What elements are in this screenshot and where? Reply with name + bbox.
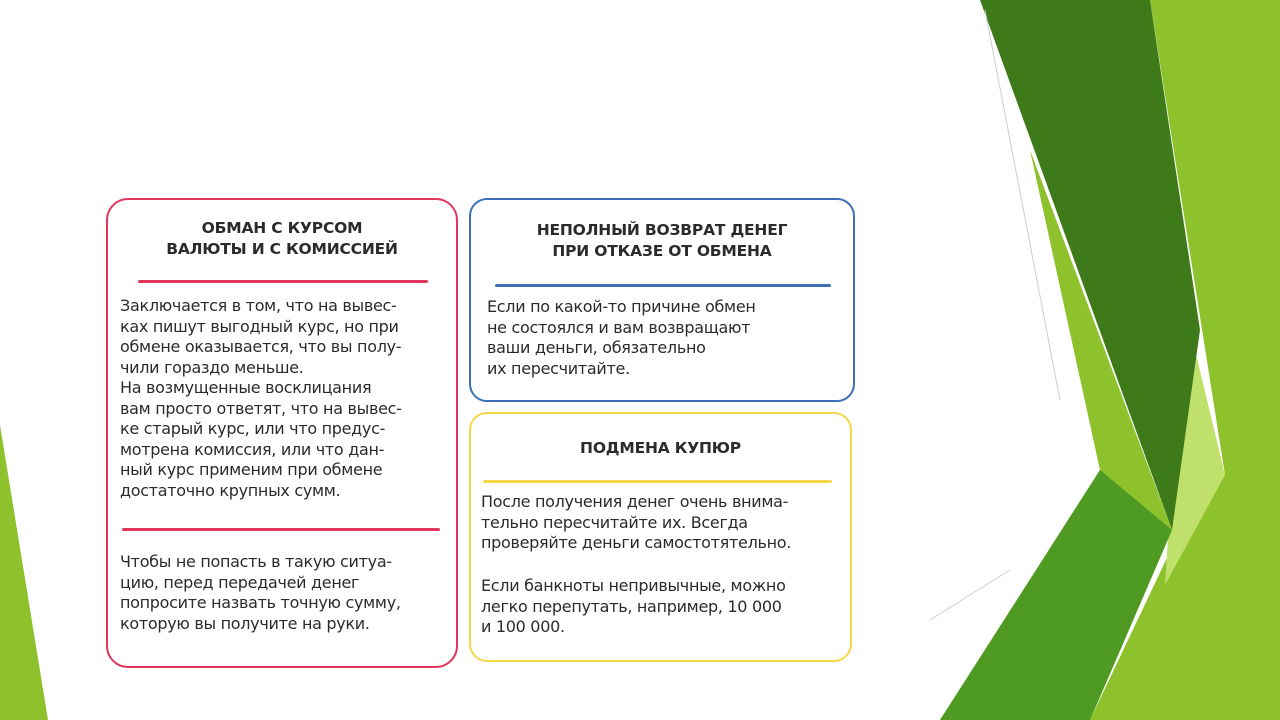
card-refund (469, 198, 855, 402)
card-currency-text-main: Заключается в том, что на вывес- ках пишут выгодный курс, но при обмене оказывается, что вы полу- чили гораздо меньше. На возмущенные восклицания вам просто ответят, что на вывес- ке старый курс, или что предус- мотрена комиссия, или что дан- ный курс применим при обмене достаточно крупных сумм. (120, 296, 402, 500)
card-swap-divider (483, 480, 832, 483)
card-currency-fraud (106, 198, 458, 668)
card-swap-text-main: После получения денег очень внима- тельно пересчитайте их. Всегда проверяйте деньги самостотятельно. (481, 492, 792, 552)
card-refund-divider (495, 284, 831, 287)
card-currency-divider-bottom (122, 528, 440, 531)
card-swap-title: ПОДМЕНА КУПЮР (580, 439, 741, 457)
card-currency-text-advice: Чтобы не попасть в такую ситуа- цию, перед передачей денег попросите назвать точную сумму, которую вы получите на руки. (120, 552, 401, 633)
card-refund-title: НЕПОЛНЫЙ ВОЗВРАТ ДЕНЕГ ПРИ ОТКАЗЕ ОТ ОБМЕНА (536, 221, 788, 260)
card-currency-divider-top (138, 280, 428, 283)
card-swap-text-note: Если банкноты непривычные, можно легко перепутать, например, 10 000 и 100 000. (481, 576, 786, 636)
card-currency-title: ОБМАН С КУРСОМ ВАЛЮТЫ И С КОМИССИЕЙ (166, 219, 398, 258)
card-refund-text: Если по какой-то причине обмен не состоялся и вам возвращают ваши деньги, обязательно их пересчитайте. (487, 297, 756, 378)
card-banknote-swap (469, 412, 852, 662)
left-green-stripe (0, 425, 48, 720)
